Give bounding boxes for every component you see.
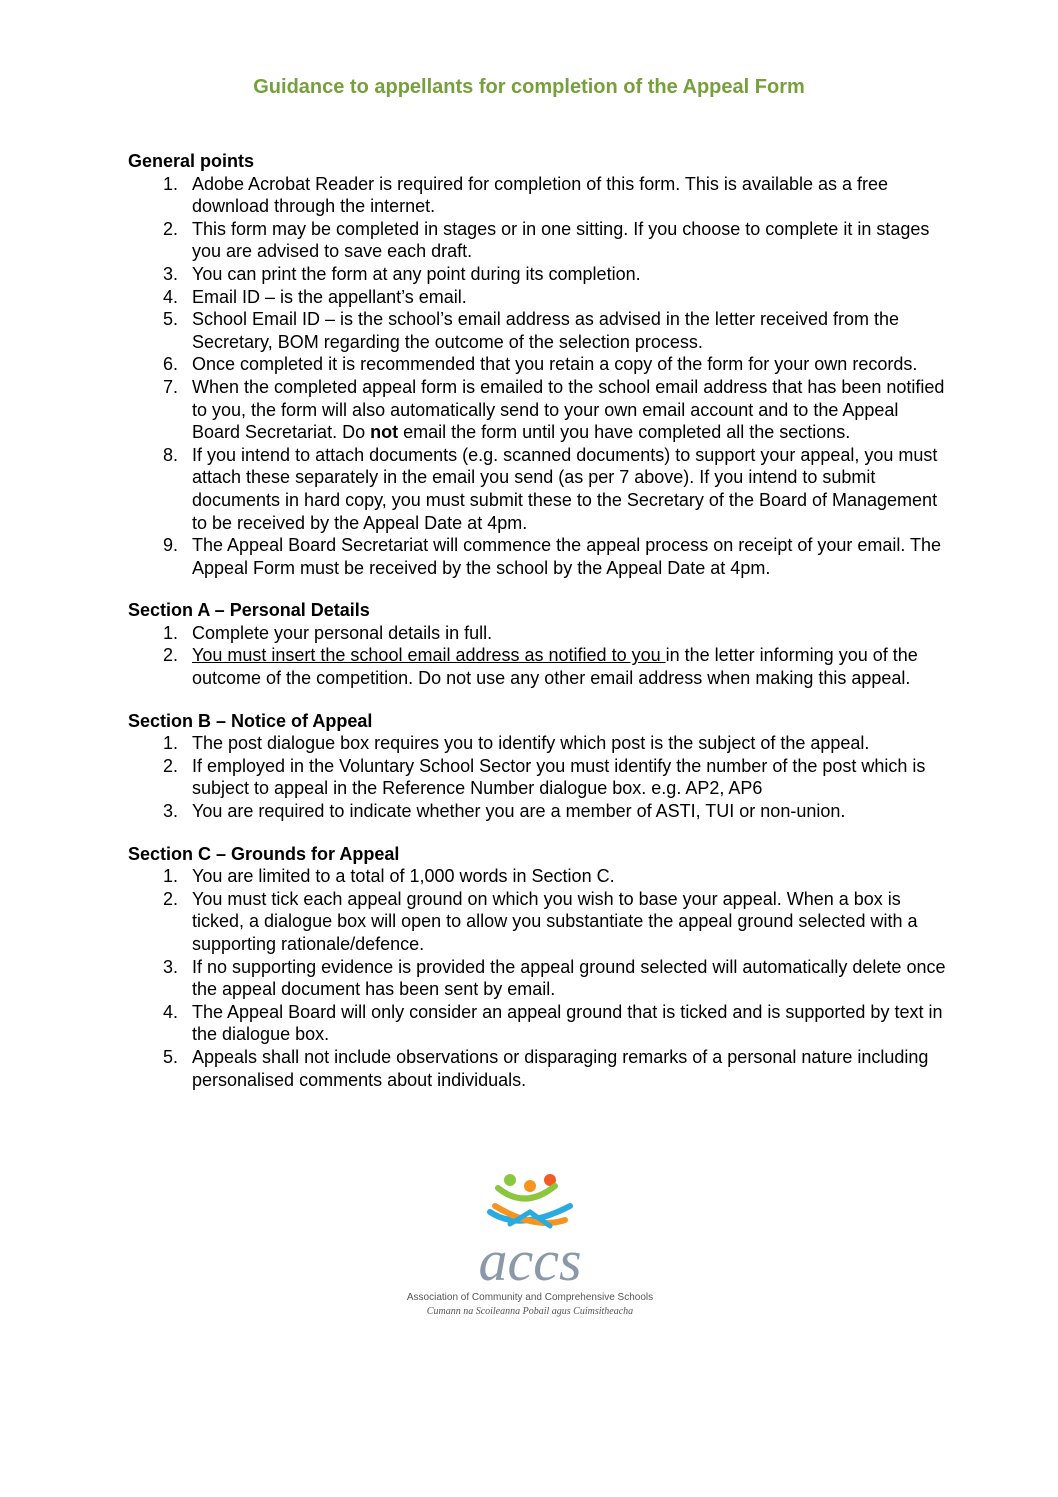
list-item: 1. Adobe Acrobat Reader is required for completion of this form. This is available as a free download through the internet.	[162, 173, 889, 217]
list-item: 5. School Email ID – is the school’s email address as advised in the letter received from the Secretary, BOM regarding the outcome of the selection process.	[162, 309, 900, 352]
logo-figure-head	[504, 1174, 516, 1186]
list-item: 9. The Appeal Board Secretariat will commence the appeal process on receipt of your email. The Appeal Form must be received by the school by the Appeal Date at 4pm.	[162, 535, 942, 578]
section-a	[128, 599, 948, 689]
list-item: 4. The Appeal Board will only consider an appeal ground that is ticked and is supported by text in the dialogue box.	[162, 1001, 943, 1045]
general-points-list	[128, 173, 948, 580]
list-item: 1. You are limited to a total of 1,000 words in Section C.	[162, 866, 615, 887]
list-item: 8. If you intend to attach documents (e.g. scanned documents) to support your appeal, you must attach these separately in the email you send (as per 7 above). If you intend to submit documents in hard copy, you must submit these to the Secretary of the Board of Management to be received by the Appeal Date at 4pm.	[162, 444, 938, 533]
accs-logo-graphic	[360, 1172, 700, 1292]
section-heading: Section A – Personal Details	[128, 600, 370, 621]
list-item: 2. If employed in the Voluntary School Sector you must identify the number of the post which is subject to appeal in the Reference Number dialogue box. e.g. AP2, AP6	[162, 755, 926, 799]
section-heading: Section C – Grounds for Appeal	[128, 843, 400, 864]
list-item: 2. This form may be completed in stages or in one sitting. If you choose to complete it in stages you are advised to save each draft.	[162, 218, 930, 262]
section-heading: Section B – Notice of Appeal	[128, 710, 373, 731]
list-item: 7. When the completed appeal form is emailed to the school email address that has been notified to you, the form will also automatically send to your own email account and to the Appeal Board Secretariat. Do not email the form until you have completed all the sections.	[162, 376, 945, 443]
section-c	[128, 843, 948, 1092]
section-a-list	[128, 622, 948, 690]
list-item: 1. The post dialogue box requires you to identify which post is the subject of the appeal.	[162, 733, 870, 754]
list-item: 2. You must tick each appeal ground on which you wish to base your appeal. When a box is ticked, a dialogue box will open to allow you substantiate the appeal ground selected with a supporting rationale/defence.	[162, 888, 918, 954]
list-item: 3. You can print the form at any point during its completion.	[162, 263, 641, 284]
list-item: 4. Email ID – is the appellant’s email.	[162, 286, 467, 307]
list-item: 5. Appeals shall not include observations or disparaging remarks of a personal nature including personalised comments about individuals.	[162, 1046, 929, 1090]
logo-wordmark: accs	[478, 1228, 582, 1292]
section-b	[128, 710, 948, 823]
logo-org-name: Association of Community and Comprehensive Schools	[406, 1292, 654, 1303]
section-c-list	[128, 865, 948, 1091]
section-heading: General points	[128, 151, 255, 171]
logo-org-name-irish: Cumann na Scoileanna Pobail agus Cuimsitheacha	[426, 1306, 634, 1317]
page-title: Guidance to appellants for completion of the Appeal Form	[253, 76, 805, 98]
list-item: 1. Complete your personal details in full.	[162, 622, 493, 643]
general-points-section	[128, 150, 948, 579]
list-item: 2. You must insert the school email address as notified to you in the letter informing you of the outcome of the competition. Do not use any other email address when making this appeal.	[162, 645, 918, 689]
logo-figure-head	[524, 1180, 536, 1192]
section-b-list	[128, 732, 948, 822]
list-item: 6. Once completed it is recommended that you retain a copy of the form for your own records.	[162, 354, 918, 375]
document-body	[128, 150, 948, 1111]
list-item: 3. You are required to indicate whether you are a member of ASTI, TUI or non-union.	[162, 801, 846, 822]
list-item: 3. If no supporting evidence is provided the appeal ground selected will automatically delete once the appeal document has been sent by email.	[162, 956, 946, 1000]
